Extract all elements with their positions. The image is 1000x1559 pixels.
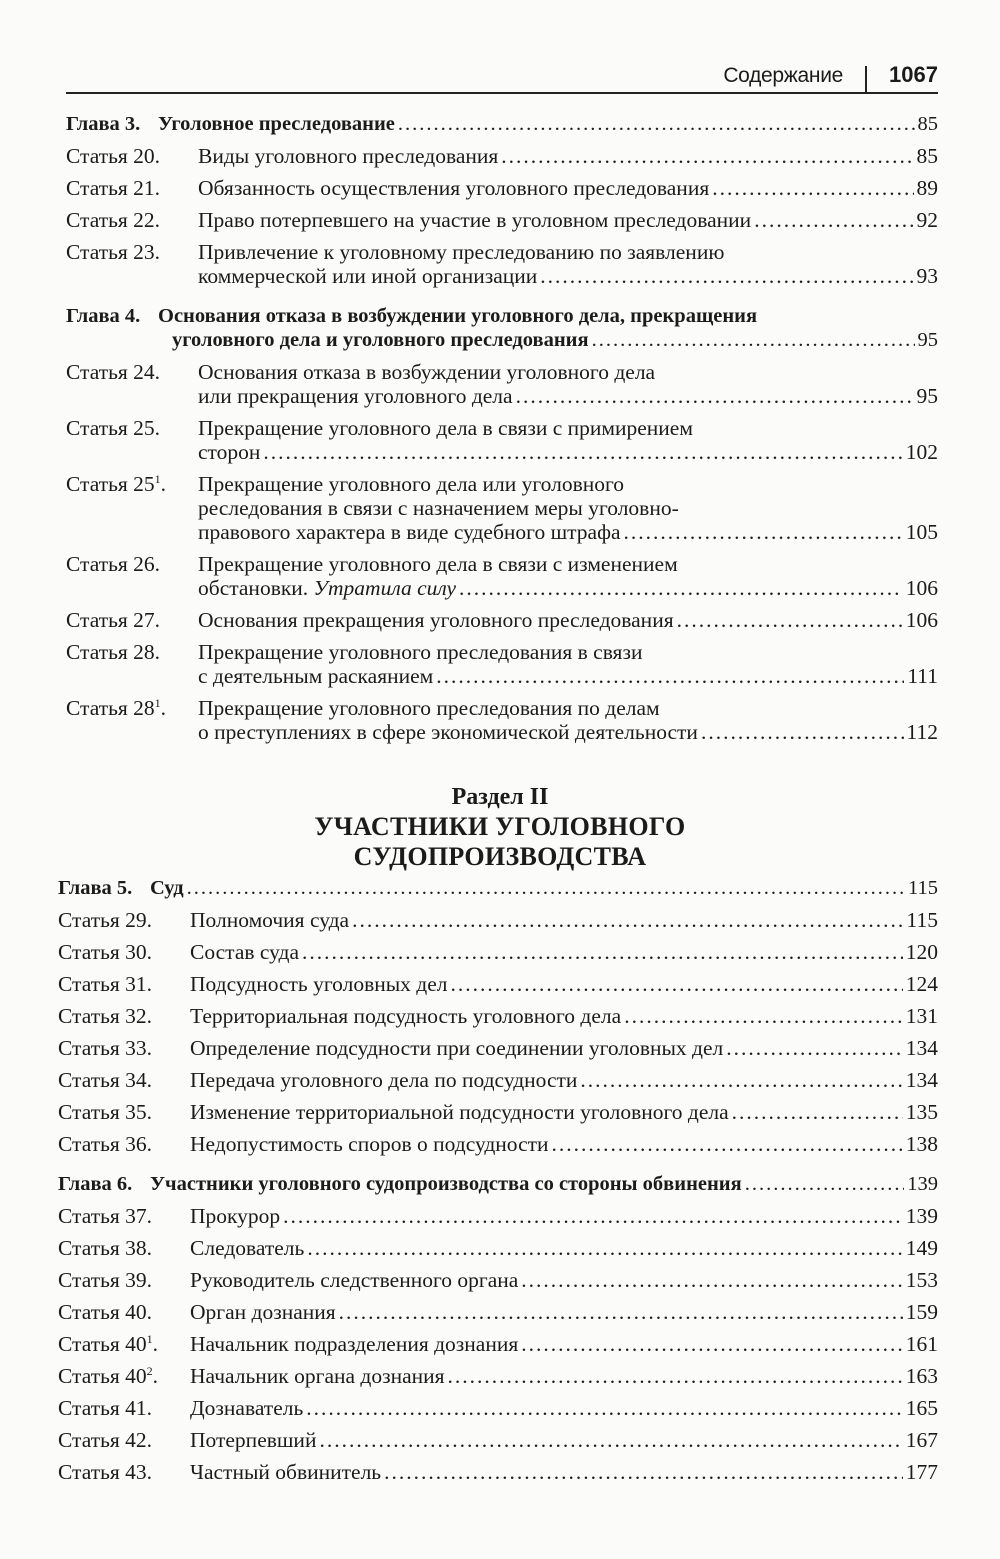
article-42[interactable] <box>58 1428 938 1452</box>
article-43[interactable] <box>58 1460 938 1484</box>
page-ref: 85 <box>916 144 938 168</box>
page-ref: 165 <box>905 1396 938 1420</box>
article-title: Дознаватель <box>190 1396 304 1420</box>
page-ref: 105 <box>905 520 938 544</box>
article-label: Статья 31. <box>58 972 153 996</box>
chapter-label: Глава 5. <box>58 877 133 899</box>
section-heading <box>0 782 1000 872</box>
dot-leader <box>521 1332 902 1356</box>
article-title: Прекращение уголовного преследования в связи <box>198 640 643 664</box>
page-ref: 134 <box>905 1068 938 1092</box>
dot-leader <box>624 1004 903 1028</box>
article-35[interactable] <box>58 1100 938 1124</box>
article-title: Прекращение уголовного дела в связи с примирением <box>198 416 693 440</box>
article-label: Статья 39. <box>58 1268 153 1292</box>
page-ref: 106 <box>905 576 938 600</box>
article-label: Статья 37. <box>58 1204 153 1228</box>
article-39[interactable] <box>58 1268 938 1292</box>
page-ref: 115 <box>906 908 938 932</box>
article-22[interactable] <box>66 208 938 232</box>
running-title: Содержание <box>723 64 844 87</box>
dot-leader <box>319 1428 902 1452</box>
dot-leader <box>580 1068 902 1092</box>
article-41[interactable] <box>58 1396 938 1420</box>
toc-block-1 <box>66 112 938 744</box>
article-label: Статья 43. <box>58 1460 153 1484</box>
article-title: Прекращение уголовного дела в связи с изменением <box>198 552 678 576</box>
chapter-label: Глава 3. <box>66 113 141 135</box>
page-ref: 92 <box>916 208 938 232</box>
article-23[interactable] <box>66 240 938 288</box>
article-title: Территориальная подсудность уголовного дела <box>190 1004 622 1028</box>
article-31[interactable] <box>58 972 938 996</box>
article-37[interactable] <box>58 1204 938 1228</box>
dot-leader <box>263 440 902 464</box>
section-title: УЧАСТНИКИ УГОЛОВНОГО <box>314 812 686 841</box>
page-ref: 131 <box>905 1004 938 1028</box>
article-title: Подсудность уголовных дел <box>190 972 448 996</box>
article-26[interactable] <box>66 552 938 600</box>
article-label: Статья 22. <box>66 208 161 232</box>
page-ref: 135 <box>905 1100 938 1124</box>
chapter-title-cont: уголовного дела и уголовного преследования <box>172 329 589 351</box>
page-ref: 95 <box>917 329 938 351</box>
dot-leader <box>726 1036 902 1060</box>
header-separator <box>865 66 867 92</box>
page-ref: 139 <box>905 1204 938 1228</box>
article-21[interactable] <box>66 176 938 200</box>
article-label: Статья $25^1$. <box>66 471 167 496</box>
article-34[interactable] <box>58 1068 938 1092</box>
article-title: Начальник подразделения дознания <box>190 1332 519 1356</box>
toc-block-2 <box>58 876 938 1484</box>
dot-leader <box>459 576 903 600</box>
article-title: Прокурор <box>190 1204 281 1228</box>
article-title: Обязанность осуществления уголовного преследования <box>198 176 710 200</box>
article-28-1[interactable] <box>66 696 938 744</box>
page-ref: 120 <box>905 940 938 964</box>
chapter-label: Глава 4. <box>66 305 141 327</box>
article-title-cont: коммерческой или иной организации <box>198 264 538 288</box>
article-25-1[interactable] <box>66 472 938 544</box>
dot-leader <box>521 1268 902 1292</box>
article-title: Привлечение к уголовному преследованию по заявлению <box>198 240 725 264</box>
article-label: Статья 24. <box>66 360 161 384</box>
page-ref: 153 <box>905 1268 938 1292</box>
dot-leader <box>516 384 914 408</box>
article-title: Основания отказа в возбуждении уголовного дела <box>198 360 656 384</box>
page-ref: 85 <box>917 113 938 135</box>
article-label: Статья 26. <box>66 552 161 576</box>
article-title: Начальник органа дознания <box>190 1364 445 1388</box>
article-title: Руководитель следственного органа <box>190 1268 519 1292</box>
article-title: Следователь <box>190 1236 305 1260</box>
dot-leader <box>187 876 905 900</box>
article-title: Полномочия суда <box>190 908 350 932</box>
article-label: Статья 25. <box>66 416 161 440</box>
article-27[interactable] <box>66 608 938 632</box>
article-label: Статья 34. <box>58 1068 153 1092</box>
chapter-3[interactable] <box>66 112 938 136</box>
dot-leader <box>732 1100 903 1124</box>
article-title-cont: или прекращения уголовного дела <box>198 384 513 408</box>
dot-leader <box>302 940 903 964</box>
article-title-cont: сторон <box>198 440 261 464</box>
article-title: Состав суда <box>190 940 300 964</box>
dot-leader <box>592 328 915 352</box>
article-title: Недопустимость споров о подсудности <box>190 1132 549 1156</box>
article-28[interactable] <box>66 640 938 688</box>
page-ref: 161 <box>905 1332 938 1356</box>
article-label: Статья 29. <box>58 908 153 932</box>
dot-leader <box>283 1204 903 1228</box>
article-label: Статья 21. <box>66 176 161 200</box>
page-ref: 149 <box>905 1236 938 1260</box>
article-title: Прекращение уголовного дела или уголовного <box>198 472 625 496</box>
article-32[interactable] <box>58 1004 938 1028</box>
article-label: Статья $40^2$. <box>58 1363 159 1388</box>
dot-leader <box>712 176 913 200</box>
article-30[interactable] <box>58 940 938 964</box>
article-title: Изменение территориальной подсудности уголовного дела <box>190 1100 729 1124</box>
page-ref: 102 <box>905 440 938 464</box>
dot-leader <box>624 520 903 544</box>
article-36[interactable] <box>58 1132 938 1156</box>
article-title: Право потерпевшего на участие в уголовном преследовании <box>198 208 752 232</box>
article-title-cont: правового характера в виде судебного штрафа <box>198 520 621 544</box>
article-25[interactable] <box>66 416 938 464</box>
article-38[interactable] <box>58 1236 938 1260</box>
dot-leader <box>540 264 913 288</box>
article-label: Статья 40. <box>58 1300 153 1324</box>
article-label: Статья 20. <box>66 144 161 168</box>
article-label: Статья 42. <box>58 1428 153 1452</box>
article-label: Статья 33. <box>58 1036 153 1060</box>
article-label: Статья 38. <box>58 1236 153 1260</box>
article-label: Статья 28. <box>66 640 161 664</box>
dot-leader <box>398 112 915 136</box>
dot-leader <box>384 1460 903 1484</box>
article-title: Передача уголовного дела по подсудности <box>190 1068 578 1092</box>
dot-leader <box>339 1300 903 1324</box>
dot-leader <box>448 1364 903 1388</box>
article-label: Статья 35. <box>58 1100 153 1124</box>
page-ref: 134 <box>905 1036 938 1060</box>
article-40-2[interactable] <box>58 1364 938 1388</box>
article-title: Орган дознания <box>190 1300 336 1324</box>
article-title-cont: с деятельным раскаянием <box>198 664 434 688</box>
article-title-cont: о преступлениях в сфере экономической деятельности <box>198 720 698 744</box>
article-label: Статья 36. <box>58 1132 153 1156</box>
article-label: Статья 27. <box>66 608 161 632</box>
dot-leader <box>501 144 913 168</box>
page-ref: 124 <box>905 972 938 996</box>
page-ref: 139 <box>907 1173 938 1195</box>
dot-leader <box>552 1132 903 1156</box>
page-ref: 138 <box>905 1132 938 1156</box>
section-title-cont: СУДОПРОИЗВОДСТВА <box>353 842 647 871</box>
chapter-title: Основания отказа в возбуждении уголовного дела, прекращения <box>158 305 758 327</box>
chapter-6[interactable] <box>58 1172 938 1196</box>
dot-leader <box>677 608 903 632</box>
page-ref: 167 <box>905 1428 938 1452</box>
article-40[interactable] <box>58 1300 938 1324</box>
chapter-title: Суд <box>150 877 184 899</box>
article-label: Статья 30. <box>58 940 153 964</box>
dot-leader <box>352 908 903 932</box>
dot-leader <box>307 1236 902 1260</box>
dot-leader <box>436 664 904 688</box>
article-title-cont: обстановки. Утратила силу <box>198 576 457 600</box>
article-title-cont: реследования в связи с назначением меры уголовно- <box>198 496 679 520</box>
page-ref: 112 <box>906 720 938 744</box>
dot-leader <box>745 1172 905 1196</box>
running-header <box>66 58 938 94</box>
chapter-4[interactable] <box>66 304 938 352</box>
dot-leader <box>754 208 913 232</box>
article-title: Прекращение уголовного преследования по делам <box>198 696 660 720</box>
page-ref: 159 <box>905 1300 938 1324</box>
article-label: Статья $28^1$. <box>66 695 167 720</box>
article-label: Статья 41. <box>58 1396 153 1420</box>
page-ref: 89 <box>916 176 938 200</box>
page-number: 1067 <box>889 62 938 87</box>
dot-leader <box>451 972 903 996</box>
page-ref: 106 <box>905 608 938 632</box>
dot-leader <box>701 720 904 744</box>
article-20[interactable] <box>66 144 938 168</box>
article-29[interactable] <box>58 908 938 932</box>
article-title: Виды уголовного преследования <box>198 144 499 168</box>
article-24[interactable] <box>66 360 938 408</box>
section-label: Раздел II <box>451 784 549 810</box>
article-33[interactable] <box>58 1036 938 1060</box>
chapter-title: Уголовное преследование <box>158 113 395 135</box>
page-ref: 163 <box>905 1364 938 1388</box>
page-ref: 93 <box>916 264 938 288</box>
article-title: Основания прекращения уголовного преследования <box>198 608 674 632</box>
chapter-title: Участники уголовного судопроизводства со стороны обвинения <box>150 1173 742 1195</box>
page-ref: 177 <box>905 1460 938 1484</box>
page-ref: 95 <box>916 384 938 408</box>
article-title: Частный обвинитель <box>190 1460 382 1484</box>
article-40-1[interactable] <box>58 1332 938 1356</box>
chapter-5[interactable] <box>58 876 938 900</box>
article-title: Потерпевший <box>190 1428 317 1452</box>
article-label: Статья 23. <box>66 240 161 264</box>
page-ref: 111 <box>907 664 938 688</box>
article-label: Статья $40^1$. <box>58 1331 159 1356</box>
article-label: Статья 32. <box>58 1004 153 1028</box>
chapter-label: Глава 6. <box>58 1173 133 1195</box>
article-title: Определение подсудности при соединении уголовных дел <box>190 1036 724 1060</box>
page-ref: 115 <box>908 877 938 899</box>
dot-leader <box>306 1396 902 1420</box>
